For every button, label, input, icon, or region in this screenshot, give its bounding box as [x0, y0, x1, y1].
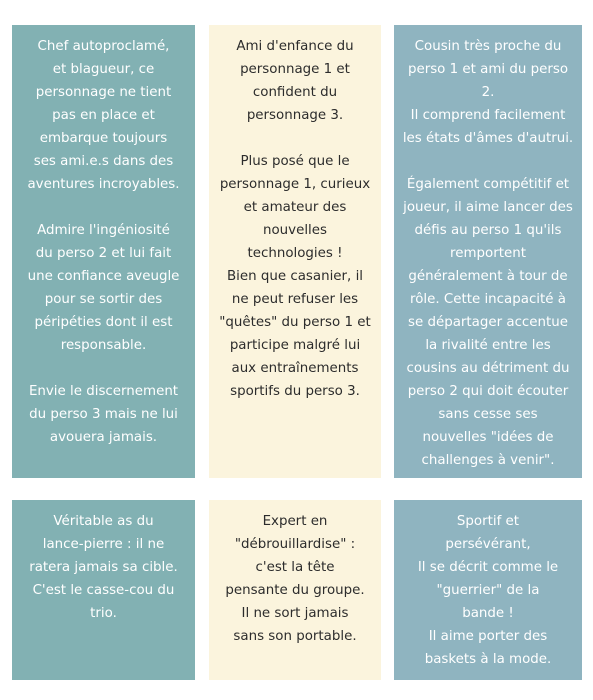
character-card-1-summary: Véritable as du lance-pierre : il ne ratera jamais sa cible. C'est le casse-cou du trio. — [12, 500, 195, 680]
character-card-3-description: Cousin très proche du perso 1 et ami du perso 2. Il comprend facilement les états d'âmes d'autrui. Également compétitif et joueur, il aime lancer des défis au perso 1 qu'ils remportent généralement à tour de rôle. Cette incapacité à se départager accentue la rivalité entre les cousins au détriment du perso 2 qui doit écouter sans cesse ses nouvelles "idées de challenges à venir". — [394, 25, 582, 478]
character-card-2-summary: Expert en "débrouillardise" : c'est la tête pensante du groupe. Il ne sort jamais sans son portable. — [209, 500, 381, 680]
character-card-3-summary: Sportif et persévérant, Il se décrit comme le "guerrier" de la bande ! Il aime porter des baskets à la mode. — [394, 500, 582, 680]
character-card-2-description: Ami d'enfance du personnage 1 et confident du personnage 3. Plus posé que le personnage 1, curieux et amateur des nouvelles technologies ! Bien que casanier, il ne peut refuser les "quêtes" du perso 1 et participe malgré lui aux entraînements sportifs du perso 3. — [209, 25, 381, 478]
character-card-1-description: Chef autoproclamé, et blagueur, ce personnage ne tient pas en place et embarque toujours ses ami.e.s dans des aventures incroyables. Admire l'ingéniosité du perso 2 et lui fait une confiance aveugle pour se sortir des péripéties dont il est responsable. Envie le discernement du perso 3 mais ne lui avouera jamais. — [12, 25, 195, 478]
